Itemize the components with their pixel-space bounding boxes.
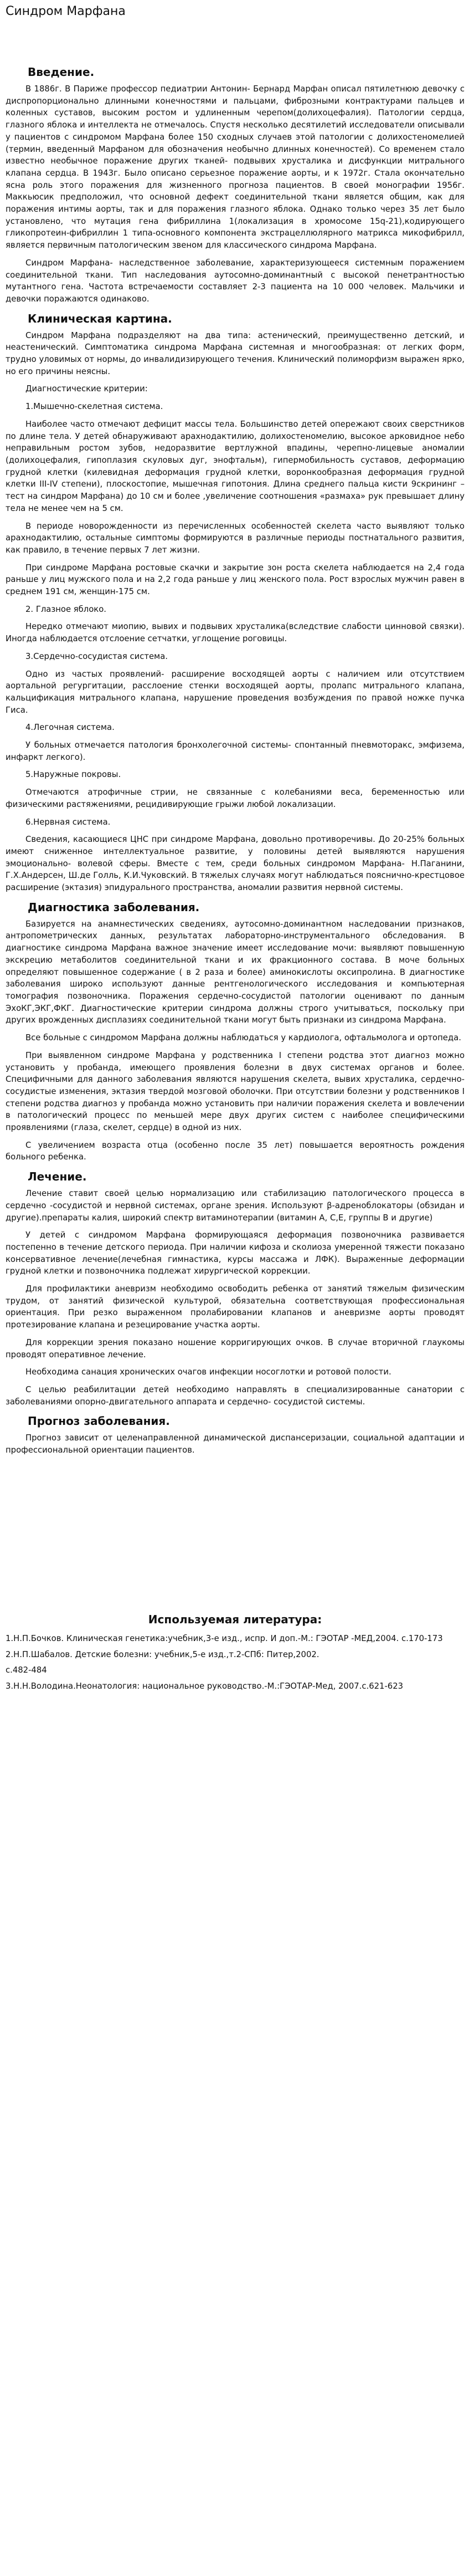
intro-paragraph: В 1886г. В Париже профессор педиатрии Антонин- Бернард Марфан описал пятилетнюю девочку с диспропорционально длинными конечностями и пальцами, фиброзными контрактурами пальцев и коленных суставов, высоким ростом и удлиненным черепом(долихоцефалия). Патологии сердца, глазного яблока и интеллекта не отмечалось. Спустя несколько десятилетий исследователи описывали у пациентов с синдромом Марфана более 150 сходных случаев этой патологии с долихостеномелией (термин, введенный Марфаном для обозначения необычно длинных конечностей). Со временем стало известно необычное поражение других тканей- подвывих хрусталика и дисфункции митрального клапана сердца. В 1943г. Было описано серьезное поражение аорты, и к 1972г. Стала окончательно ясна роль этого поражения для жизненного прогноза пациентов. В своей монографии 1956г. Маккьюсик предположил, что основной дефект соединительной ткани является общим, как для поражения интимы аорты, так и для поражения глазного яблока. Однако только через 35 лет было установлено, что мутация гена фибриллина 1(локализация в хромосоме 15q-21),кодирующего гликопротеин-фибриллин 1 типа-основного компонента экстрацеллюлярного матрикса микофибрилл, является первичным патологическим звеном для классического синдрома Марфана. bbox=[6, 84, 465, 251]
bibliography-item: 2.Н.П.Шабалов. Детские болезни: учебник,5-е изд.,т.2-СПб: Питер,2002. bbox=[6, 1649, 319, 1659]
clinic-paragraph: В периоде новорожденности из перечисленных особенностей скелета часто выявляют только арахнодактилию, остальные симптомы формируются в различные периоды постнатального развития, как правило, в течение первых 7 лет жизни. bbox=[6, 521, 465, 555]
criteria-item-eye: 2. Глазное яблоко. bbox=[25, 604, 107, 614]
bibliography-item: 1.Н.П.Бочков. Клиническая генетика:учебник,3-е изд., испр. И доп.-М.: ГЭОТАР -МЕД,2004. с.170-173 bbox=[6, 1633, 443, 1643]
diagnostics-paragraph: С увеличением возраста отца (особенно после 35 лет) повышается вероятность рождения больного ребенка. bbox=[6, 1140, 465, 1162]
treatment-paragraph: С целью реабилитации детей необходимо направлять в специализированные санатории с заболеваниями опорно-двигательного аппарата и сердечно- сосудистой системы. bbox=[6, 1384, 465, 1407]
clinic-paragraph: Нередко отмечают миопию, вывих и подвывих хрусталика(вследствие слабости цинновой связки). Иногда наблюдается отслоение сетчатки, углощение роговицы. bbox=[6, 622, 465, 644]
clinic-paragraph: У больных отмечается патология бронхолегочной системы- спонтанный пневмоторакс, эмфизема, инфаркт легкого). bbox=[6, 740, 465, 762]
bibliography-heading: Используемая литература: bbox=[148, 1612, 322, 1626]
clinic-paragraph: Отмечаются атрофичные стрии, не связанные с колебаниями веса, беременностью или физическими растяжениями, рецидивирующие грыжи любой локализации. bbox=[6, 788, 465, 809]
prognosis-paragraph: Прогноз зависит от целенаправленной динамической диспансеризации, социальной адаптации и профессиональной ориентации пациентов. bbox=[6, 1433, 465, 1455]
bibliography-item: 3.Н.Н.Володина.Неонатология: национальное руководство.-М.:ГЭОТАР-Мед, 2007.с.621-623 bbox=[6, 1681, 404, 1691]
criteria-item-musculoskeletal: 1.Мышечно-скелетная система. bbox=[25, 402, 163, 412]
criteria-item-pulmonary: 4.Легочная система. bbox=[25, 723, 115, 733]
section-heading-intro: Введение. bbox=[28, 65, 95, 79]
clinic-paragraph: Синдром Марфана подразделяют на два типа: астенический, преимущественно детский, и неастенический. Симптоматика синдрома Марфана системная и многообразная: от легких форм, трудно уловимых от нормы, до инвалидизирующего течения. Клинический полиморфизм выражен ярко, но его причины неясны. bbox=[6, 330, 465, 376]
section-heading-treatment: Лечение. bbox=[28, 1170, 87, 1184]
document-page bbox=[0, 2, 469, 1693]
criteria-label: Диагностические критерии: bbox=[25, 384, 148, 394]
criteria-item-cardiovascular: 3.Сердечно-сосудистая система. bbox=[25, 651, 168, 661]
treatment-paragraph: Необходима санация хронических очагов инфекции носоглотки и ротовой полости. bbox=[25, 1367, 391, 1377]
section-heading-diagnostics: Диагностика заболевания. bbox=[28, 900, 200, 914]
section-heading-prognosis: Прогноз заболевания. bbox=[28, 1414, 170, 1428]
diagnostics-paragraph: При выявленном синдроме Марфана у родственника I степени родства этот диагноз можно установить у пробанда, имеющего проявления болезни в двух системах органов и более. Специфичными для данного заболевания являются нарушения скелета, вывих хрусталика, сердечно- сосудистые изменения, эктазия твердой мозговой оболочки. При отсутствии болезни у родственников I степени родства диагноз у пробанда можно установить при наличии поражения скелета и вовлечении в патологический процесс по меньшей мере двух других систем с наиболее специфическими проявлениями (глаза, скелет, сердце) в одной из них. bbox=[6, 1050, 465, 1133]
bibliography-list bbox=[6, 1633, 465, 1693]
criteria-item-skin: 5.Наружные покровы. bbox=[25, 770, 121, 780]
diagnostics-paragraph: Все больные с синдромом Марфана должны наблюдаться у кардиолога, офтальмолога и ортопеда. bbox=[25, 1033, 461, 1043]
clinic-paragraph: Наиболее часто отмечают дефицит массы тела. Большинство детей опережают своих сверстников по длине тела. У детей обнаруживают арахнодактилию, долихостеномелию, высокое арковидное небо неправильным ростом зубов, недоразвитие вертлужной впадины, черепно-лицевые аномалии (долихоцефалия, гипоплазия скуловых дуг, энофтальм), гипермобильность суставов, деформацию грудной клетки (килевидная деформация грудной клетки, воронкообразная деформация грудной клетки III-IV степени), плоскостопие, мышечная гипотония. Длина среднего пальца кисти 9скрининг – тест на синдром Марфана) до 10 см и более ,увеличение соотношения «размаха» рук превышает длину тела не менее чем на 5 см. bbox=[6, 419, 465, 513]
document-title: Синдром Марфана bbox=[6, 4, 126, 18]
treatment-paragraph: Лечение ставит своей целью нормализацию или стабилизацию патологического процесса в сердечно -сосудистой и нервной системах, органе зрения. Используют β-адреноблокаторы (обзидан и другие).препараты калия, широкий спектр витаминотерапии (витамин А, С,Е, группы В и другие) bbox=[6, 1189, 465, 1223]
treatment-paragraph: Для профилактики аневризм необходимо освободить ребенка от занятий тяжелым физическим трудом, от занятий физической культурой, обязательна соответствующая профессиональная ориентация. При резко выраженном пролабировании клапанов и аневризме аорты проводят протезирование клапана и резецирование участка аорты. bbox=[6, 1284, 465, 1330]
section-heading-clinic: Клиническая картина. bbox=[28, 311, 172, 325]
diagnostics-paragraph: Базируется на анамнестических сведениях, аутосомно-доминантном наследовании признаков, антропометрических данных, результатах лабораторно-инструментального обследования. В диагностике синдрома Марфана важное значение имеет исследование мочи: выявляют повышенную экскрецию метаболитов соединительной ткани и их фракционного состава. В моче больных определяют повышенное содержание ( в 2 раза и более) аминокислоты оксипролина. В диагностике заболевания широко используют данные рентгенологического исследования и компьютерная томография позвоночника. Поражения сердечно-сосудистой патологии оценивают по данным ЭхоКГ,ЭКГ,ФКГ. Диагностические критерии синдрома должны строго учитываться, поскольку при других врожденных дисплазиях соединительной ткани могут быть признаки из синдрома Марфана. bbox=[6, 919, 465, 1025]
criteria-item-nervous: 6.Нервная система. bbox=[25, 817, 111, 827]
treatment-paragraph: Для коррекции зрения показано ношение корригирующих очков. В случае вторичной глаукомы проводят оперативное лечение. bbox=[6, 1337, 465, 1359]
clinic-paragraph: Сведения, касающиеся ЦНС при синдроме Марфана, довольно противоречивы. До 20-25% больных имеют сниженное интеллектуальное развитие, у половины детей выявляются нарушения эмоционально- волевой сферы. Вместе с тем, среди больных синдромом Марфана- Н.Паганини, Г.Х.Андерсен, Ш.де Голль, К.И.Чуковский. В тяжелых случаях могут наблюдаться пояснично-крестцовое расширение (эктазия) эпидурального пространства, аномалии развития нервной системы. bbox=[6, 835, 465, 893]
bibliography-item: с.482-484 bbox=[6, 1665, 47, 1675]
clinic-paragraph: Одно из частых проявлений- расширение восходящей аорты с наличием или отсутствием аортальной регургитации, расслоение стенки восходящей аорты, пролапс митрального клапана, кальцификация митрального клапана, нарушение проведения возбуждения по правой ножке пучка Гиса. bbox=[6, 669, 465, 715]
intro-paragraph: Синдром Марфана- наследственное заболевание, характеризующееся системным поражением соединительной ткани. Тип наследования аутосомно-доминантный с высокой пенетрантностью мутантного гена. Частота встречаемости составляет 2-3 пациента на 10 000 человек. Мальчики и девочки поражаются одинаково. bbox=[6, 258, 465, 304]
treatment-paragraph: У детей с синдромом Марфана формирующаяся деформация позвоночника развивается постепенно в течение детского периода. При наличии кифоза и сколиоза умеренной тяжести показано консервативное лечение(лечебная гимнастика, курсы массажа и ЛФК). Выраженные деформации грудной клетки и позвоночника подлежат хирургической коррекции. bbox=[6, 1230, 465, 1276]
clinic-paragraph: При синдроме Марфана ростовые скачки и закрытие зон роста скелета наблюдается на 2,4 года раньше у лиц мужского пола и на 2,2 года раньше у лиц женского пола. Рост взрослых мужчин равен в среднем 191 см, женщин-175 см. bbox=[6, 563, 465, 597]
